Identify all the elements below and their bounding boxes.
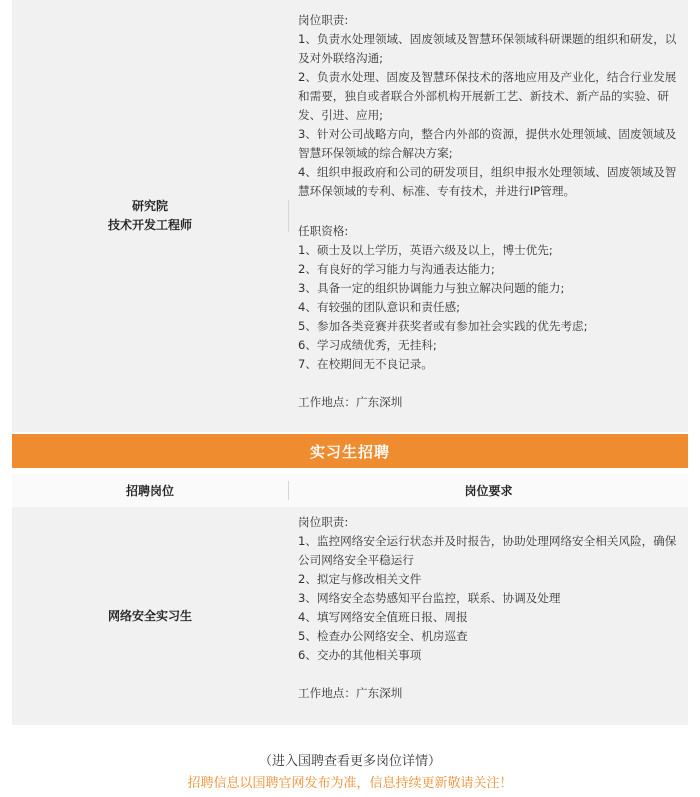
- column-divider: [288, 200, 289, 232]
- intern-location: 工作地点：广东深圳: [298, 686, 403, 700]
- header-position: 招聘岗位: [125, 484, 174, 498]
- notice-text: 招聘信息以国聘官网发布为准，信息持续更新敬请关注！: [187, 776, 513, 791]
- research-position-title: 技术开发工程师: [107, 218, 192, 232]
- intern-recruitment-banner: 实习生招聘: [12, 434, 688, 468]
- intern-position-cell: [12, 507, 288, 725]
- research-qualifications: 任职资格: 1、硕士及以上学历，英语六级及以上，博士优先; 2、有良好的学习能力与沟通表达能力; 3、具备一定的组织协调能力与独立解决问题的能力; 4、有较强的团队意识和责任感; 5、参加各类竞赛并获奖者或有参加社会实践的优先考虑; 6、学习成绩优秀，无挂科; 7、在校期间无不良记录。: [298, 224, 588, 371]
- intern-position-title: 网络安全实习生: [107, 608, 192, 623]
- research-position-cell: [12, 0, 288, 432]
- intern-responsibilities: 岗位职责: 1、监控网络安全运行状态并及时报告，协助处理网络安全相关风险，确保公司网络安全平稳运行 2、拟定与修改相关文件 3、网络安全态势感知平台监控，联系、协调及处理 4、填写网络安全值班日报、周报 5、检查办公网络安全、机房巡查 6、交办的其他相关事项: [298, 515, 677, 662]
- research-location: 工作地点：广东深圳: [298, 395, 403, 409]
- header-requirements: 岗位要求: [464, 484, 513, 498]
- research-department: 研究院: [131, 199, 168, 213]
- more-jobs-link[interactable]: （进入国聘查看更多岗位详情）: [258, 754, 441, 769]
- research-responsibilities: 岗位职责: 1、负责水处理领域、固废领域及智慧环保领域科研课题的组织和研发，以及对外联络沟通; 2、负责水处理、固废及智慧环保技术的落地应用及产业化，结合行业发展和需要，独自或者联合外部机构开展新工艺、新技术、新产品的实验、研发、引进、应用; 3、针对公司战略方向，整合内外部的资源，提供水处理领域、固废领域及智慧环保领域的综合解决方案; 4、组织申报政府和公司的研发项目，组织申报水处理领域、固废领域及智慧环保领域的专利、标准、专有技术，并进行IP管理。: [298, 13, 677, 198]
